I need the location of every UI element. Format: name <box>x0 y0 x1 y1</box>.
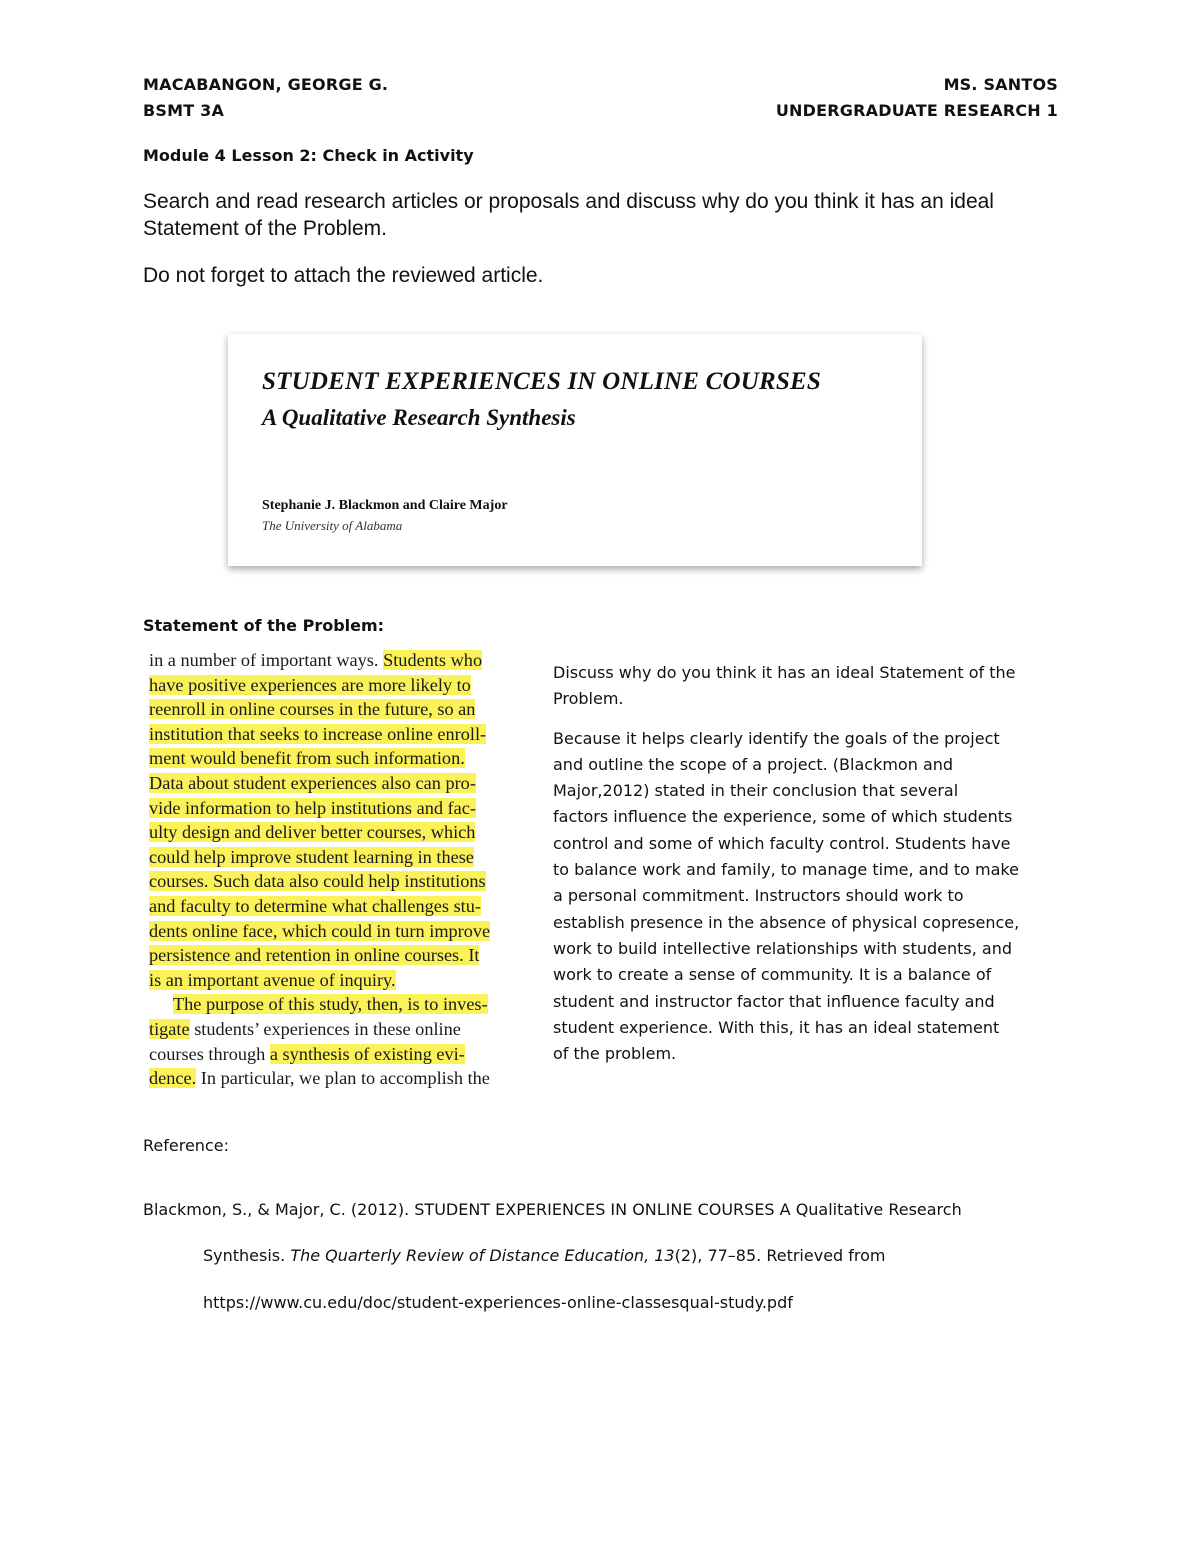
discussion-answer-line: and outline the scope of a project. (Blackmon and <box>553 754 954 774</box>
excerpt-highlight: dents online face, which could in turn improve <box>149 920 491 941</box>
article-title: STUDENT EXPERIENCES IN ONLINE COURSES <box>262 368 821 395</box>
excerpt-highlight: reenroll in online courses in the future, so an <box>149 699 476 720</box>
excerpt-highlight: The purpose of this study, then, is to inves- <box>173 994 488 1015</box>
excerpt-line <box>149 746 529 771</box>
excerpt-line <box>149 722 529 747</box>
excerpt-text: courses through <box>149 1043 266 1064</box>
journal-name: The Quarterly Review of Distance Education, 13 <box>290 1246 675 1265</box>
excerpt-highlight: ulty design and deliver better courses, which <box>149 822 476 843</box>
excerpt-highlight: could help improve student learning in these <box>149 846 474 867</box>
instructor-name: MS. SANTOS <box>943 75 1058 94</box>
excerpt-text: students’ experiences in these online <box>194 1018 461 1039</box>
excerpt-highlight: persistence and retention in online courses. It <box>149 945 480 966</box>
excerpt-line <box>149 648 529 673</box>
excerpt-highlight: ment would benefit from such information. <box>149 748 465 769</box>
excerpt-line <box>149 771 529 796</box>
course-name: UNDERGRADUATE RESEARCH 1 <box>775 101 1058 120</box>
reference-line <box>203 1246 886 1265</box>
reference-line: Blackmon, S., & Major, C. (2012). STUDENT EXPERIENCES IN ONLINE COURSES A Qualitative Research <box>143 1200 962 1219</box>
reference-text: Synthesis. <box>203 1246 291 1265</box>
student-section: BSMT 3A <box>143 101 225 120</box>
reference-url: https://www.cu.edu/doc/student-experiences-online-classesqual-study.pdf <box>203 1293 793 1312</box>
discussion-answer-line: factors influence the experience, some of which students <box>553 807 1013 827</box>
excerpt-line <box>149 1042 529 1067</box>
excerpt-highlight: have positive experiences are more likely to <box>149 674 471 695</box>
excerpt-highlight: is an important avenue of inquiry. <box>149 969 396 990</box>
discussion-answer-line: student experience. With this, it has an ideal statement <box>553 1017 1000 1037</box>
excerpt-text: In particular, we plan to accomplish the <box>200 1068 490 1089</box>
article-authors: Stephanie J. Blackmon and Claire Major <box>262 498 508 513</box>
reference-text: (2), 77–85. Retrieved from <box>674 1246 886 1265</box>
discussion-answer-line: Major,2012) stated in their conclusion that several <box>553 781 959 801</box>
discussion-answer-line: establish presence in the absence of physical copresence, <box>553 912 1020 932</box>
discussion-answer-line: work to create a sense of community. It is a balance of <box>553 965 992 985</box>
excerpt-highlight: Students who <box>383 650 483 670</box>
excerpt-line <box>149 992 529 1017</box>
discussion-question: Discuss why do you think it has an ideal Statement of the <box>553 663 1016 682</box>
attach-reminder: Do not forget to attach the reviewed article. <box>143 264 544 287</box>
discussion-answer-line: work to build intellective relationships with students, and <box>553 938 1013 958</box>
discussion-question: Problem. <box>553 689 624 709</box>
excerpt-line <box>149 968 529 993</box>
excerpt-line <box>149 894 529 919</box>
module-title: Module 4 Lesson 2: Check in Activity <box>143 146 474 165</box>
excerpt-line <box>149 1017 529 1042</box>
excerpt-text: in a number of important ways. <box>149 650 379 670</box>
excerpt-highlight: tigate <box>149 1018 190 1039</box>
excerpt-highlight: vide information to help institutions and fac- <box>149 797 476 818</box>
article-affiliation: The University of Alabama <box>262 518 403 533</box>
statement-heading: Statement of the Problem: <box>143 616 385 635</box>
excerpt-line <box>149 796 529 821</box>
excerpt-line <box>149 919 529 944</box>
discussion-answer-line: of the problem. <box>553 1044 677 1064</box>
discussion-answer-line: a personal commitment. Instructors should work to <box>553 886 964 906</box>
excerpt-highlight: institution that seeks to increase online enroll- <box>149 723 487 744</box>
excerpt-highlight: dence. <box>149 1068 197 1089</box>
excerpt-line <box>149 820 529 845</box>
excerpt-highlight: and faculty to determine what challenges stu- <box>149 895 481 916</box>
article-excerpt <box>149 648 529 1091</box>
excerpt-line <box>149 943 529 968</box>
discussion-answer-line: student and instructor factor that influence faculty and <box>553 991 995 1011</box>
reference-heading: Reference: <box>143 1136 229 1155</box>
discussion-answer-line: to balance work and family, to manage time, and to make <box>553 860 1019 880</box>
excerpt-line <box>149 1066 529 1091</box>
excerpt-highlight: courses. Such data also could help institutions <box>149 871 486 892</box>
discussion-block <box>553 660 1073 1067</box>
student-name: MACABANGON, GEORGE G. <box>143 75 389 94</box>
article-title-image <box>228 334 922 566</box>
article-subtitle: A Qualitative Research Synthesis <box>262 405 576 430</box>
excerpt-highlight: a synthesis of existing evi- <box>269 1043 465 1064</box>
excerpt-line <box>149 697 529 722</box>
excerpt-line <box>149 673 529 698</box>
task-instruction: Search and read research articles or proposals and discuss why do you think it has an ideal Statement of the Problem. <box>143 190 994 240</box>
excerpt-line <box>149 869 529 894</box>
excerpt-line <box>149 845 529 870</box>
discussion-answer-line: control and some of which faculty control. Students have <box>553 833 1011 853</box>
excerpt-highlight: Data about student experiences also can pro- <box>149 772 476 793</box>
discussion-answer-line: Because it helps clearly identify the goals of the project <box>553 728 1000 748</box>
